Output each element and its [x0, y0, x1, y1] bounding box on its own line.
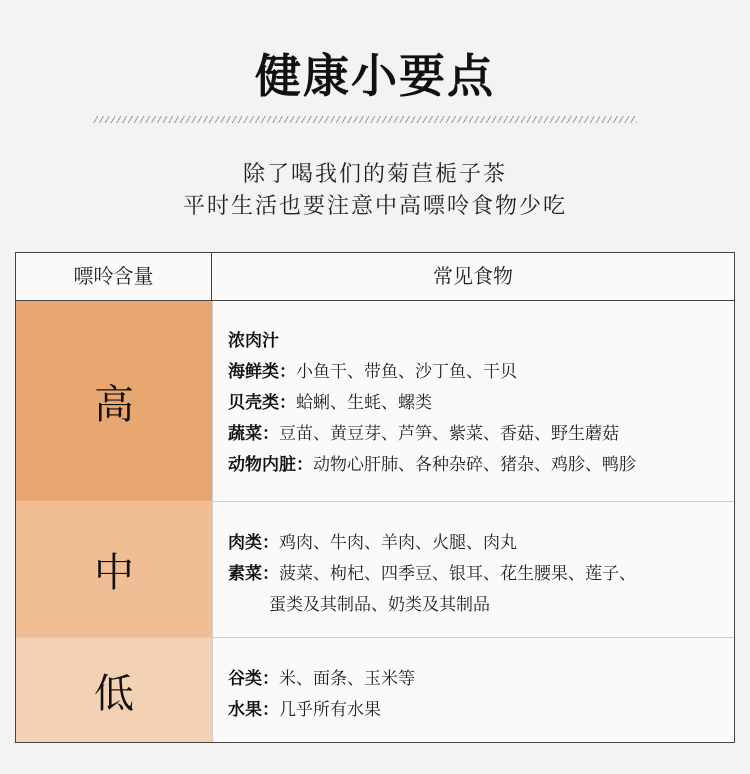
table-row-medium	[16, 502, 734, 638]
food-line	[228, 419, 619, 444]
food-line	[228, 450, 636, 475]
food-category: 浓肉汁	[228, 331, 279, 351]
foods-cell-high	[212, 301, 734, 501]
food-list: 小鱼干、带鱼、沙丁鱼、干贝	[296, 362, 517, 382]
header-common-foods: 常见食物	[433, 264, 513, 288]
food-category: 肉类：	[228, 533, 279, 553]
title-divider	[93, 116, 637, 123]
purine-table	[15, 252, 735, 743]
food-list: 菠菜、枸杞、四季豆、银耳、花生腰果、莲子、	[279, 564, 636, 584]
food-category: 动物内脏：	[228, 455, 313, 475]
header-purine-level: 嘌呤含量	[16, 253, 212, 300]
food-list: 米、面条、玉米等	[279, 669, 415, 689]
food-list: 几乎所有水果	[279, 700, 381, 720]
level-low: 低	[16, 638, 212, 742]
table-header	[16, 253, 734, 301]
food-category: 素菜：	[228, 564, 279, 584]
subtitle-line-2: 平时生活也要注意中高嘌呤食物少吃	[182, 194, 567, 219]
food-line	[228, 528, 517, 553]
food-list: 鸡肉、牛肉、羊肉、火腿、肉丸	[279, 533, 517, 553]
food-list: 动物心肝肺、各种杂碎、猪杂、鸡胗、鸭胗	[313, 455, 636, 475]
level-medium: 中	[16, 502, 212, 637]
page-title: 健康小要点	[255, 49, 495, 103]
foods-cell-medium	[212, 502, 734, 637]
table-row-high	[16, 301, 734, 502]
food-category: 海鲜类：	[228, 362, 296, 382]
table-row-low	[16, 638, 734, 742]
foods-cell-low	[212, 638, 734, 742]
level-high: 高	[16, 301, 212, 501]
food-line	[228, 388, 432, 413]
food-line-continued	[269, 590, 490, 615]
food-category: 蔬菜：	[228, 424, 279, 444]
food-category: 水果：	[228, 700, 279, 720]
food-line	[228, 695, 381, 720]
food-list: 豆苗、黄豆芽、芦笋、紫菜、香菇、野生蘑菇	[279, 424, 619, 444]
food-list: 蛤蜊、生蚝、螺类	[296, 393, 432, 413]
food-category: 谷类：	[228, 669, 279, 689]
food-line	[228, 559, 636, 584]
food-category: 贝壳类：	[228, 393, 296, 413]
food-line	[228, 357, 517, 382]
food-line	[228, 664, 415, 689]
food-line	[228, 326, 279, 351]
food-list: 蛋类及其制品、奶类及其制品	[269, 595, 490, 615]
subtitle-line-1: 除了喝我们的菊苣栀子茶	[242, 162, 507, 187]
